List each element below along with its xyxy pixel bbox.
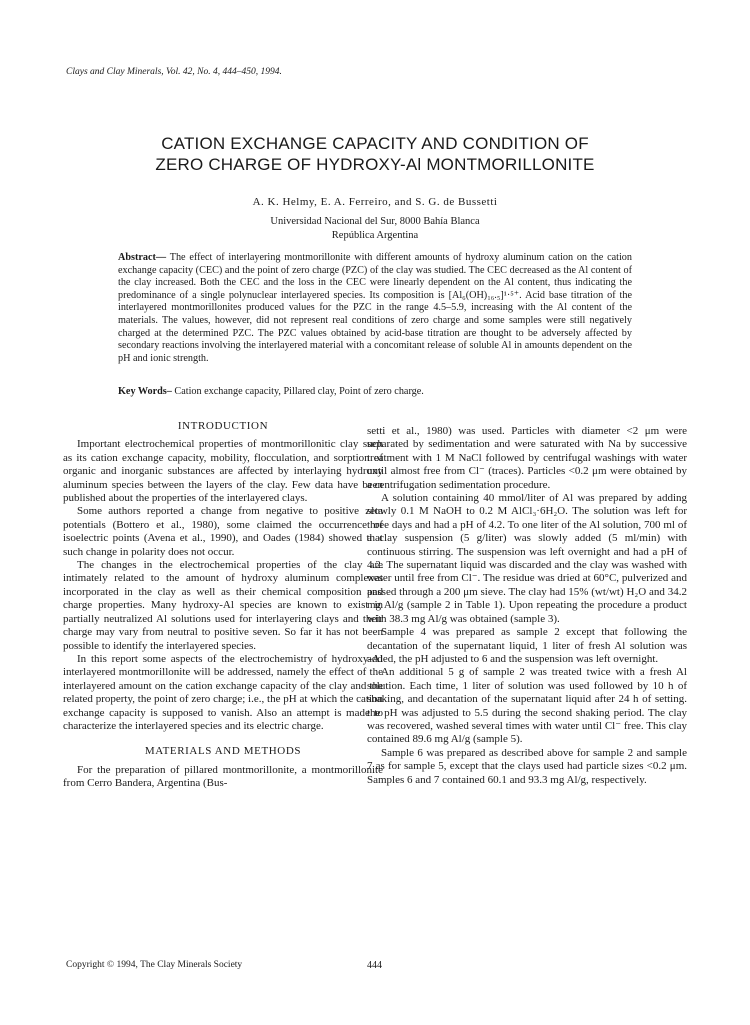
methods-paragraph-4: An additional 5 g of sample 2 was treated twice with a fresh Al solution. Each time, 1 liter of solution was used followed by 10 h of shaking, and decantation of the supernatant liquid after 24 h of setting. the pH was adjusted to 5.5 during the second shaking period. The clay was recovered, washed several times with water until Cl⁻ free. This clay contained 89.6 mg Al/g (sample 5). — [367, 666, 687, 746]
author-list: A. K. Helmy, E. A. Ferreiro, and S. G. de Bussetti — [252, 196, 498, 208]
title-line-2: ZERO CHARGE OF HYDROXY-Al MONTMORILLONITE — [155, 155, 595, 174]
abstract — [118, 252, 632, 365]
methods-paragraph-2: A solution containing 40 mmol/liter of Al was prepared by adding slowly 0.1 M NaOH to 0.2 M AlCl₃·6H₂O. The solution was left for three days and had a pH of 4.2. To one liter of the Al solution, 700 ml of a clay suspension (5 g/liter) was slowly added (5 ml/min) with continuous stirring. The suspension was left overnight and had a pH of 4.2. The supernatant liquid was discarded and the clay was washed with water until free from Cl⁻. The residue was dried at 60°C, pulverized and passed through a 200 μm sieve. The clay had 15% (wt/wt) H₂O and 34.2 mg Al/g (sample 2 in Table 1). Upon repeating the procedure a product with 38.3 mg Al/g was obtained (sample 3). — [367, 492, 687, 625]
methods-paragraph-continued: setti et al., 1980) was used. Particles with diameter <2 μm were separated by sedimentation and were saturated with Na by successive treatment with 1 M NaCl followed by centrifugal washings with water until almost free from Cl⁻ (traces). Particles <0.2 μm were obtained by a centrifugation sedimentation procedure. — [367, 425, 687, 491]
article-title — [60, 133, 690, 175]
intro-paragraph-2: Some authors reported a change from negative to positive zeta potentials (Bottero et al., 1980), some claimed the occurrence of isoelectric points (Avena et al., 1990), and Oades (1984) showed that such change in polarity does not occur. — [63, 505, 383, 558]
left-column — [63, 420, 383, 791]
methods-paragraph-3: Sample 4 was prepared as sample 2 except that following the decantation of the supernatant liquid, 1 liter of fresh Al solution was added, the pH adjusted to 6 and the suspension was left overnight. — [367, 626, 687, 665]
page-number: 444 — [367, 960, 382, 971]
affiliation-line-2: República Argentina — [331, 230, 419, 241]
title-line-1: CATION EXCHANGE CAPACITY AND CONDITION OF — [161, 134, 589, 153]
methods-paragraph-1: For the preparation of pillared montmorillonite, a montmorillonite from Cerro Bandera, Argentina (Bus- — [63, 763, 383, 790]
intro-paragraph-4: In this report some aspects of the electrochemistry of hydroxy-Al interlayered montmorillonite will be addressed, namely the effect of the interlayered amount on the cation exchange capacity of the clay and the related property, the point of zero charge; i.e., the pH at which the cation exchange capacity is supposed to vanish. Also an attempt is made to characterize the interlayered species and its electric charge. — [63, 652, 383, 732]
abstract-text: The effect of interlayering montmorillonite with different amounts of hydroxy aluminum cation on the cation exchange capacity (CEC) and the point of zero charge (PZC) of the clay was studied. The CEC decreased as the Al content of the clay increased. Both the CEC and the loss in the CEC were linearly dependent on the Al content, thus indicating the predominance of a single polynuclear interlayered species. Its composition is [Al₆(OH)₁₆.₅]¹·⁵⁺. Acid base titration of the interlayered montmorillonites produced values for the PZC in the range 4.5–5.9, increasing with the Al content of the materials. The values, however, did not represent real conditions of zero charge and some samples were still negatively charged at the determined PZC. The PZC values obtained by acid-base titration are thought to be adversely affected by secondary reactions involving the interlayered material with a concomitant release of soluble Al in amounts dependent on the pH and ionic strength. — [118, 252, 632, 364]
keywords-label: Key Words– — [118, 386, 172, 397]
journal-citation: Clays and Clay Minerals, Vol. 42, No. 4, 444–450, 1994. — [66, 67, 282, 77]
keywords-text: Cation exchange capacity, Pillared clay, Point of zero charge. — [174, 386, 424, 397]
methods-heading: MATERIALS AND METHODS — [144, 745, 302, 758]
copyright-notice: Copyright © 1994, The Clay Minerals Society — [66, 960, 243, 970]
introduction-heading: INTRODUCTION — [177, 420, 269, 432]
keywords — [118, 386, 632, 397]
abstract-label: Abstract— — [118, 252, 167, 263]
affiliation-line-1: Universidad Nacional del Sur, 8000 Bahía Blanca — [270, 216, 480, 227]
intro-paragraph-1: Important electrochemical properties of montmorillonitic clay such as its cation exchange capacity, mobility, flocculation, and sorption of organic and inorganic substances are affected by interlaying hydroxy aluminum species between the layers of the clay. Few data have been published about the properties of the interlayered clays. — [63, 438, 383, 505]
methods-paragraph-5: Sample 6 was prepared as described above for sample 2 and sample 7 as for sample 5, except that the clays used had particle sizes <0.2 μm. Samples 6 and 7 contained 60.1 and 93.3 mg Al/g, respectively. — [367, 746, 687, 786]
affiliation — [60, 215, 690, 243]
intro-paragraph-3: The changes in the electrochemical properties of the clay are intimately related to the amount of hydroxy aluminum complexes incorporated in the clay as well as their chemical composition and charge properties. Many hydroxy-Al species are known to exist in partially neutralized Al solutions used for interlayering clays and their charge may vary from neutral to positive seven. So far it has not been possible to identify the interlayered species. — [63, 559, 383, 652]
right-column — [367, 425, 687, 787]
